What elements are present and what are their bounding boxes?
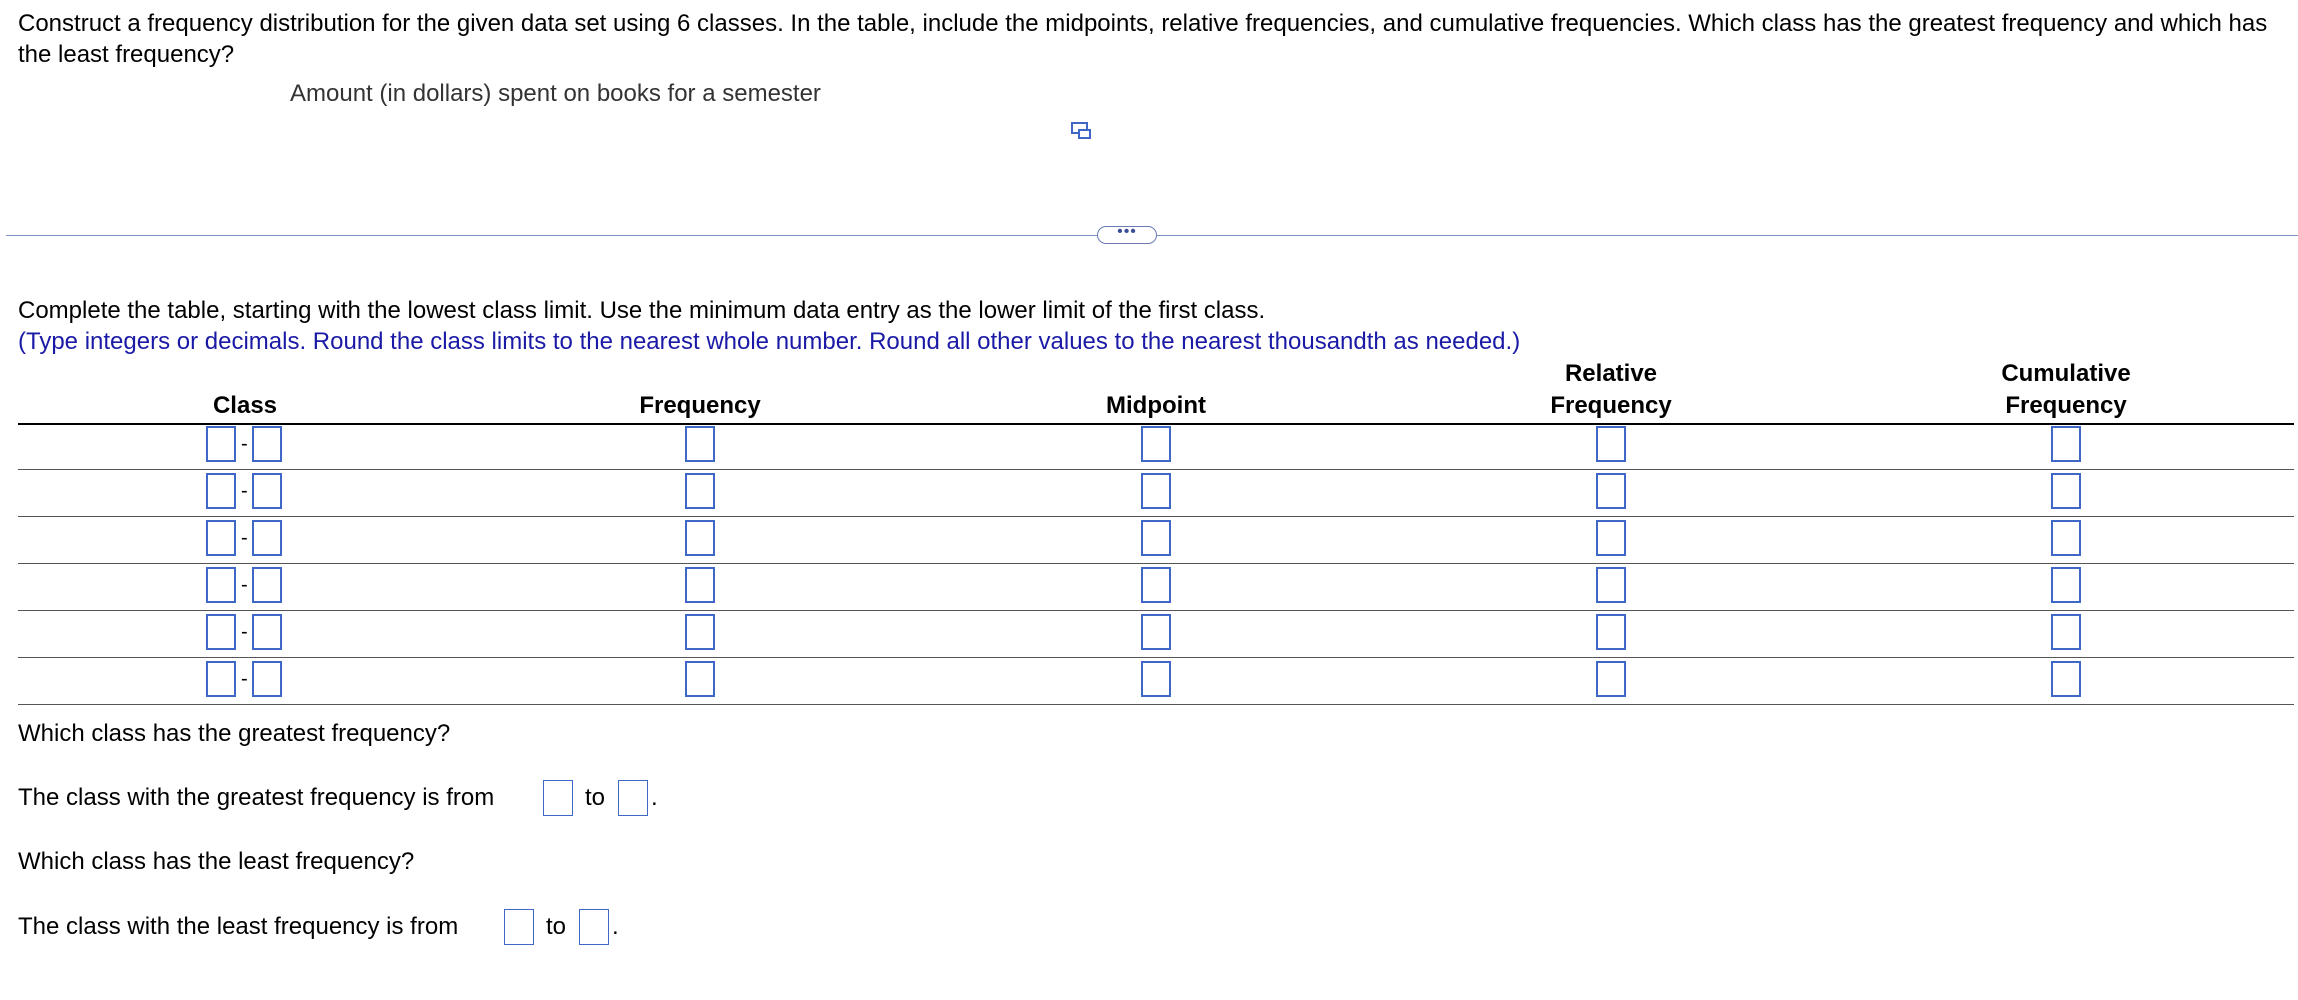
least-to-label: to [546, 913, 567, 940]
header-frequency: Frequency [639, 392, 761, 419]
cumulative-frequency-input[interactable] [2051, 567, 2081, 603]
frequency-input[interactable] [685, 520, 715, 556]
cumulative-frequency-input[interactable] [2051, 520, 2081, 556]
question-text: Construct a frequency distribution for the given data set using 6 classes. In the table, include the midpoints, relative frequencies, and cumulative frequencies. Which class has the greatest frequency and which has the least frequency? [18, 10, 2268, 68]
frequency-input[interactable] [685, 661, 715, 697]
class-dash: - [241, 668, 248, 690]
frequency-input[interactable] [685, 426, 715, 462]
cumulative-frequency-input[interactable] [2051, 473, 2081, 509]
table-header-rule [18, 423, 2294, 425]
midpoint-input[interactable] [1141, 473, 1171, 509]
class-lower-limit-input[interactable] [206, 520, 236, 556]
class-upper-limit-input[interactable] [252, 520, 282, 556]
table-row-rule [18, 563, 2294, 564]
class-upper-limit-input[interactable] [252, 473, 282, 509]
relative-frequency-input[interactable] [1596, 661, 1626, 697]
class-upper-limit-input[interactable] [252, 614, 282, 650]
header-class: Class [212, 392, 278, 419]
class-lower-limit-input[interactable] [206, 661, 236, 697]
class-lower-limit-input[interactable] [206, 473, 236, 509]
class-upper-limit-input[interactable] [252, 426, 282, 462]
table-row-rule [18, 469, 2294, 470]
frequency-input[interactable] [685, 614, 715, 650]
greatest-answer-prefix: The class with the greatest frequency is from [18, 784, 495, 811]
greatest-from-input[interactable] [543, 780, 573, 816]
cumulative-frequency-input[interactable] [2051, 614, 2081, 650]
greatest-to-label: to [585, 784, 606, 811]
class-upper-limit-input[interactable] [252, 661, 282, 697]
instruction-text: Complete the table, starting with the lowest class limit. Use the minimum data entry as the lower limit of the first class. [18, 297, 1266, 324]
midpoint-input[interactable] [1141, 661, 1171, 697]
least-period: . [612, 913, 619, 940]
relative-frequency-input[interactable] [1596, 567, 1626, 603]
more-button[interactable]: ••• [1097, 226, 1157, 244]
class-lower-limit-input[interactable] [206, 567, 236, 603]
header-relative-1: Relative [1564, 360, 1658, 387]
table-row-rule [18, 516, 2294, 517]
greatest-to-input[interactable] [618, 780, 648, 816]
class-lower-limit-input[interactable] [206, 426, 236, 462]
least-from-input[interactable] [504, 909, 534, 945]
class-dash: - [241, 621, 248, 643]
relative-frequency-input[interactable] [1596, 473, 1626, 509]
table-row-rule [18, 657, 2294, 658]
class-dash: - [241, 480, 248, 502]
cumulative-frequency-input[interactable] [2051, 661, 2081, 697]
table-row-rule [18, 610, 2294, 611]
midpoint-input[interactable] [1141, 426, 1171, 462]
data-title: Amount (in dollars) spent on books for a semester [290, 80, 821, 107]
midpoint-input[interactable] [1141, 520, 1171, 556]
header-cumulative-2: Frequency [2005, 392, 2127, 419]
midpoint-input[interactable] [1141, 567, 1171, 603]
cumulative-frequency-input[interactable] [2051, 426, 2081, 462]
least-to-input[interactable] [579, 909, 609, 945]
class-dash: - [241, 433, 248, 455]
header-relative-2: Frequency [1550, 392, 1672, 419]
relative-frequency-input[interactable] [1596, 426, 1626, 462]
relative-frequency-input[interactable] [1596, 614, 1626, 650]
class-upper-limit-input[interactable] [252, 567, 282, 603]
least-question: Which class has the least frequency? [18, 848, 415, 875]
class-lower-limit-input[interactable] [206, 614, 236, 650]
class-dash: - [241, 574, 248, 596]
midpoint-input[interactable] [1141, 614, 1171, 650]
greatest-period: . [651, 784, 658, 811]
header-midpoint: Midpoint [1106, 392, 1206, 419]
frequency-input[interactable] [685, 473, 715, 509]
frequency-input[interactable] [685, 567, 715, 603]
instruction-hint: (Type integers or decimals. Round the class limits to the nearest whole number. Round all other values to the nearest thousandth as needed.) [18, 328, 1521, 355]
table-row-rule [18, 704, 2294, 705]
class-dash: - [241, 527, 248, 549]
copy-icon[interactable] [1071, 119, 1093, 141]
header-cumulative-1: Cumulative [2001, 360, 2131, 387]
relative-frequency-input[interactable] [1596, 520, 1626, 556]
greatest-question: Which class has the greatest frequency? [18, 720, 451, 747]
least-answer-prefix: The class with the least frequency is from [18, 913, 459, 940]
